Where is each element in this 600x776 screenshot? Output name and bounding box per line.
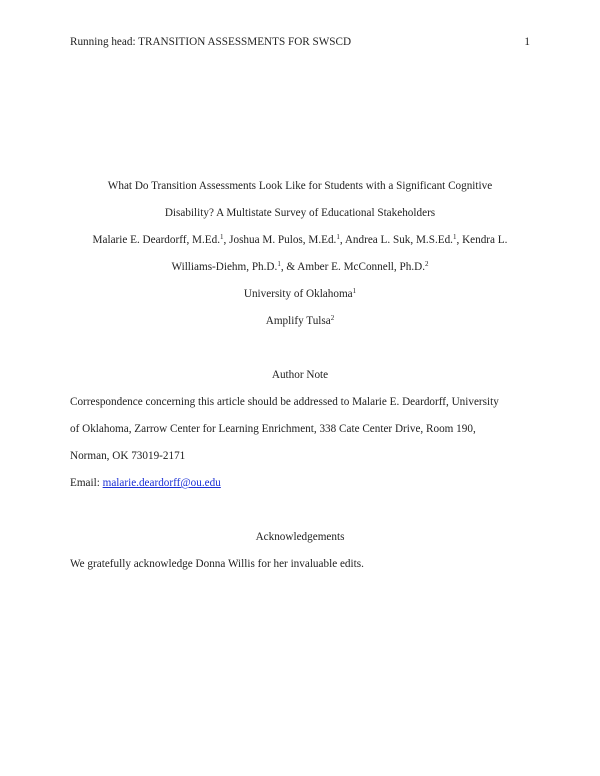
affiliation-marker: 1 bbox=[220, 233, 224, 241]
author-line-1 bbox=[0, 235, 600, 246]
title-line-1: What Do Transition Assessments Look Like for Students with a Significant Cognitive bbox=[107, 180, 493, 192]
affiliation-marker: 2 bbox=[330, 314, 335, 322]
author-name: , & Amber E. McConnell, Ph.D. bbox=[280, 261, 425, 273]
affiliation-marker: 2 bbox=[425, 260, 429, 268]
acknowledgements-text: We gratefully acknowledge Donna Willis for her invaluable edits. bbox=[70, 558, 364, 570]
email-link[interactable]: malarie.deardorff@ou.edu bbox=[102, 477, 221, 489]
affiliation-1 bbox=[0, 289, 600, 300]
author-note-line-3: Norman, OK 73019-2171 bbox=[70, 450, 186, 462]
author-name: Williams-Diehm, Ph.D. bbox=[171, 261, 278, 273]
author-name: , Kendra L. bbox=[456, 234, 508, 246]
acknowledgements-heading: Acknowledgements bbox=[255, 531, 345, 543]
author-note-line-1: Correspondence concerning this article should be addressed to Malarie E. Deardorff, University bbox=[70, 396, 499, 408]
title-line-2: Disability? A Multistate Survey of Educational Stakeholders bbox=[164, 207, 436, 219]
author-name: , Joshua M. Pulos, M.Ed. bbox=[223, 234, 337, 246]
email-label: Email: bbox=[70, 477, 103, 489]
affiliation-2 bbox=[0, 316, 600, 327]
page-number: 1 bbox=[524, 36, 530, 48]
author-name: Malarie E. Deardorff, M.Ed. bbox=[92, 234, 221, 246]
affiliation-name: Amplify Tulsa bbox=[265, 315, 331, 327]
author-note-heading: Author Note bbox=[271, 369, 329, 381]
affiliation-marker: 1 bbox=[277, 260, 281, 268]
affiliation-name: University of Oklahoma bbox=[243, 288, 353, 300]
affiliation-marker: 1 bbox=[452, 233, 457, 241]
author-line-2 bbox=[0, 262, 600, 273]
author-note-line-2: of Oklahoma, Zarrow Center for Learning Enrichment, 338 Cate Center Drive, Room 190, bbox=[70, 423, 476, 435]
author-name: , Andrea L. Suk, M.S.Ed. bbox=[339, 234, 453, 246]
running-head: Running head: TRANSITION ASSESSMENTS FOR SWSCD bbox=[70, 36, 352, 48]
email-line bbox=[70, 478, 221, 489]
affiliation-marker: 1 bbox=[352, 287, 357, 295]
affiliation-marker: 1 bbox=[336, 233, 340, 241]
